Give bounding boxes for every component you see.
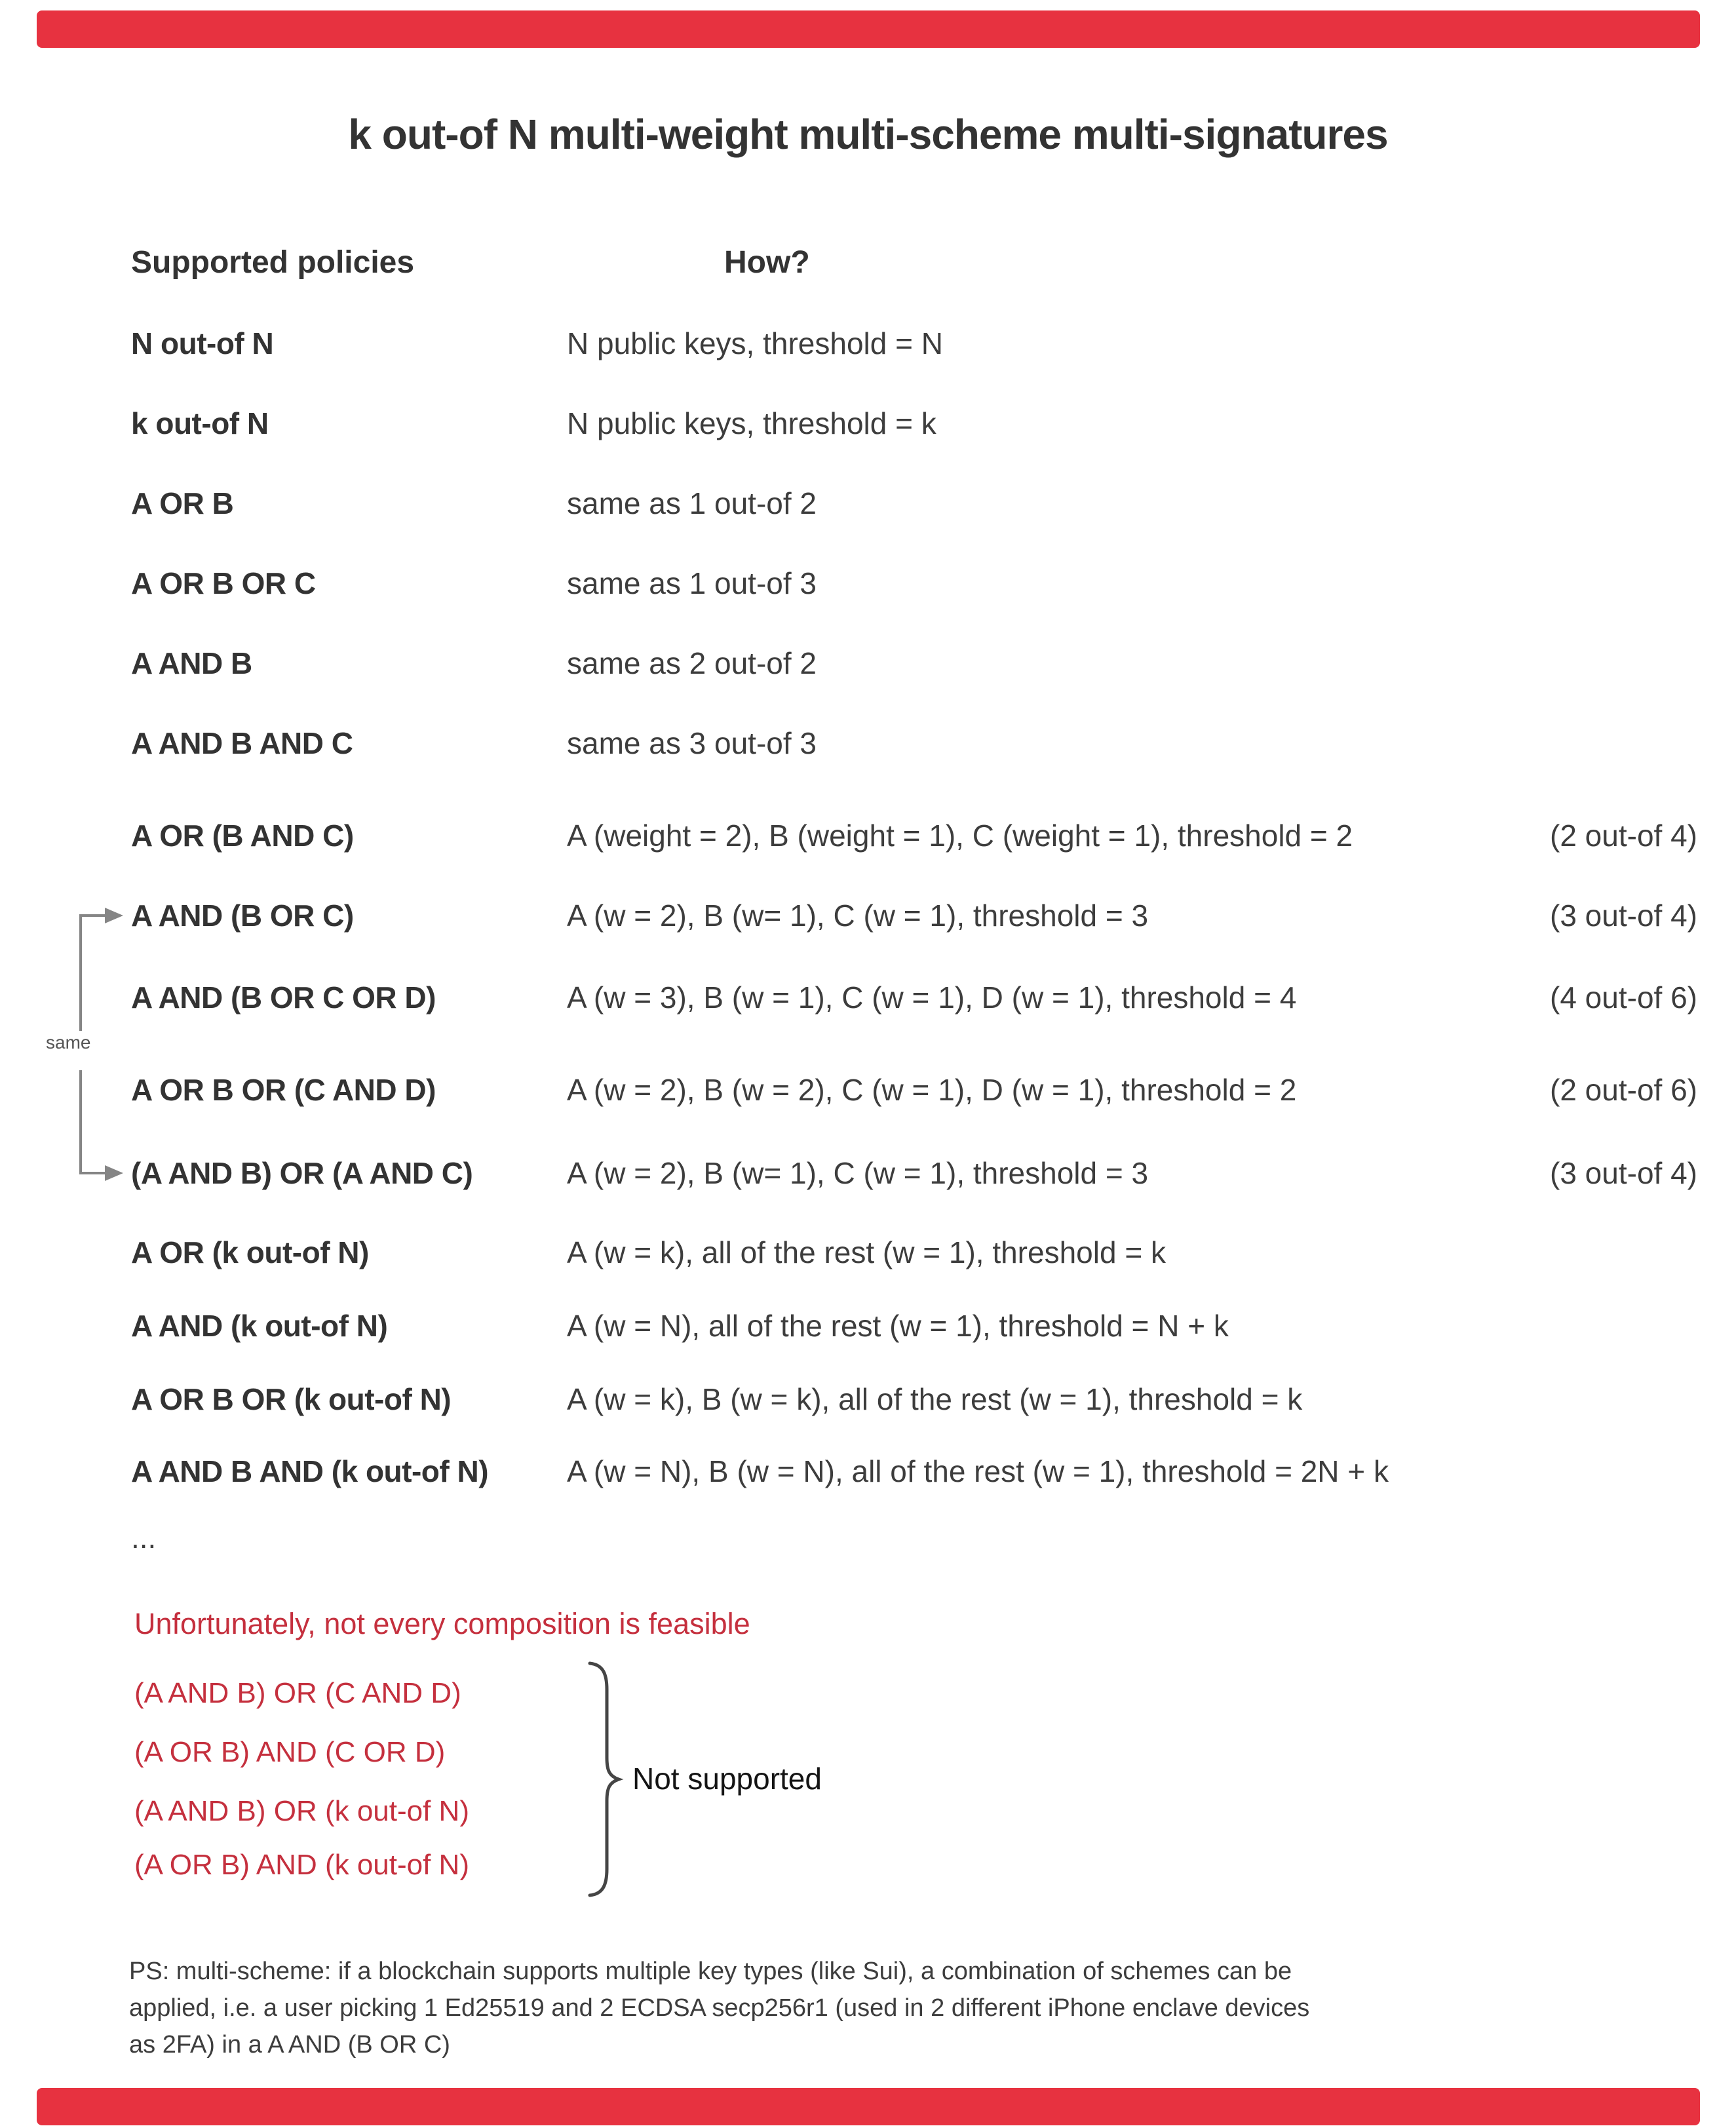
policy-label: A OR B OR (k out-of N)	[131, 1382, 452, 1416]
policy-label: A OR B	[131, 486, 234, 520]
how-text: A (weight = 2), B (weight = 1), C (weight = 1), threshold = 2	[567, 819, 1353, 853]
policy-row	[0, 564, 1736, 603]
how-text: A (w = N), all of the rest (w = 1), threshold = N + k	[567, 1309, 1229, 1343]
not-supported-item: (A OR B) AND (k out-of N)	[134, 1849, 469, 1881]
how-text: same as 3 out-of 3	[567, 726, 817, 760]
out-of-note: (3 out-of 4)	[1550, 1156, 1697, 1190]
policy-label: A AND (k out-of N)	[131, 1309, 388, 1343]
how-text: A (w = 2), B (w = 2), C (w = 1), D (w = 1), threshold = 2	[567, 1073, 1297, 1107]
policy-row	[0, 404, 1736, 443]
policy-row	[0, 896, 1736, 935]
policy-row	[0, 1070, 1736, 1110]
policy-row	[0, 1452, 1736, 1491]
not-supported-brace-icon	[583, 1658, 629, 1901]
policy-label: (A AND B) OR (A AND C)	[131, 1156, 473, 1190]
how-text: A (w = 3), B (w = 1), C (w = 1), D (w = 1), threshold = 4	[567, 980, 1297, 1015]
not-supported-label: Not supported	[632, 1762, 822, 1796]
out-of-note: (2 out-of 4)	[1550, 819, 1697, 853]
how-text: same as 1 out-of 3	[567, 566, 817, 600]
policy-row	[0, 816, 1736, 855]
policy-label: N out-of N	[131, 326, 274, 360]
policy-row	[0, 978, 1736, 1017]
postscript-line: PS: multi-scheme: if a blockchain supports multiple key types (like Sui), a combination of schemes can be	[129, 1958, 1292, 1985]
policy-label: A AND (B OR C)	[131, 899, 354, 933]
how-text: A (w = k), B (w = k), all of the rest (w = 1), threshold = k	[567, 1382, 1303, 1416]
how-text: A (w = k), all of the rest (w = 1), threshold = k	[567, 1235, 1166, 1269]
policy-row	[0, 644, 1736, 683]
postscript-line: as 2FA) in a A AND (B OR C)	[129, 2031, 450, 2058]
how-text: A (w = 2), B (w= 1), C (w = 1), threshold = 3	[567, 1156, 1149, 1190]
policy-label: A AND (B OR C OR D)	[131, 980, 436, 1015]
policy-label: k out-of N	[131, 406, 269, 440]
policy-row	[0, 484, 1736, 523]
policy-row	[0, 1233, 1736, 1272]
policy-label: A OR B OR (C AND D)	[131, 1073, 436, 1107]
how-text: N public keys, threshold = k	[567, 406, 936, 440]
policy-label: A OR (B AND C)	[131, 819, 354, 853]
policy-row	[0, 324, 1736, 363]
more-rows-ellipsis: ...	[131, 1520, 157, 1555]
how-text: same as 1 out-of 2	[567, 486, 817, 520]
policy-row	[0, 1153, 1736, 1193]
adjacent-slide-edge-bottom	[37, 2088, 1700, 2125]
out-of-note: (4 out-of 6)	[1550, 980, 1697, 1015]
how-text: A (w = N), B (w = N), all of the rest (w = 1), threshold = 2N + k	[567, 1454, 1389, 1488]
not-supported-item: (A OR B) AND (C OR D)	[134, 1736, 446, 1768]
not-supported-item: (A AND B) OR (k out-of N)	[134, 1795, 469, 1827]
postscript-note	[129, 1953, 1309, 2063]
policy-label: A AND B AND (k out-of N)	[131, 1454, 489, 1488]
policy-label: A AND B	[131, 646, 252, 680]
adjacent-slide-edge-top	[37, 10, 1700, 48]
infeasible-heading: Unfortunately, not every composition is feasible	[134, 1607, 750, 1640]
out-of-note: (2 out-of 6)	[1550, 1073, 1697, 1107]
arrowhead-top-icon	[105, 908, 123, 923]
arrowhead-bottom-icon	[105, 1165, 123, 1181]
same-label: same	[43, 1031, 93, 1054]
column-header-how: How?	[724, 245, 810, 280]
how-text: A (w = 2), B (w= 1), C (w = 1), threshold = 3	[567, 899, 1149, 933]
policy-label: A AND B AND C	[131, 726, 353, 760]
policy-row	[0, 1306, 1736, 1345]
page-title: k out-of N multi-weight multi-scheme multi-signatures	[348, 111, 1388, 158]
policy-label: A OR (k out-of N)	[131, 1235, 369, 1269]
how-text: same as 2 out-of 2	[567, 646, 817, 680]
how-text: N public keys, threshold = N	[567, 326, 943, 360]
column-header-supported-policies: Supported policies	[131, 245, 415, 280]
postscript-line: applied, i.e. a user picking 1 Ed25519 and 2 ECDSA secp256r1 (used in 2 different iPhone enclave devices	[129, 1994, 1310, 2022]
out-of-note: (3 out-of 4)	[1550, 899, 1697, 933]
policy-row	[0, 1380, 1736, 1419]
not-supported-item: (A AND B) OR (C AND D)	[134, 1677, 461, 1709]
policy-label: A OR B OR C	[131, 566, 316, 600]
policy-row	[0, 724, 1736, 763]
